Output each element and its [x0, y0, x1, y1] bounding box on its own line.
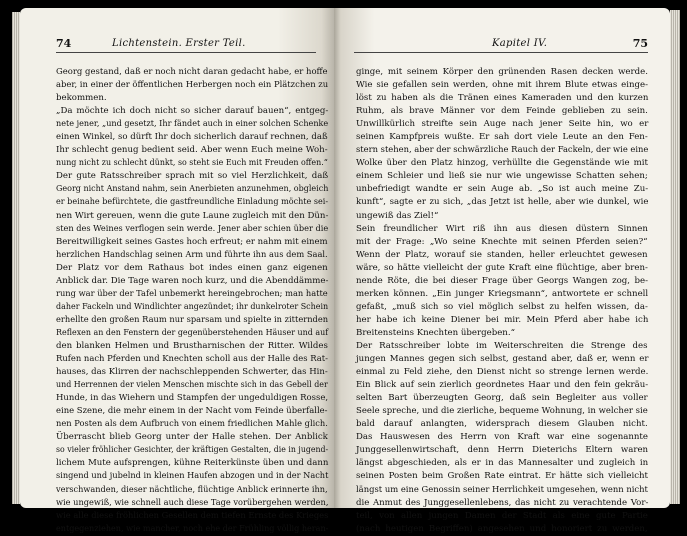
text-line: Der Ratsschreiber lobte im Weiterschreiten die Strenge des	[356, 340, 648, 351]
text-line: so vieler fröhlicher Gesichter, der kräftigen Gestalten, die in jugend-	[56, 445, 329, 456]
text-line: ungewiß das Ziel!“	[356, 210, 439, 221]
text-line: Hunde, in das Wiehern und Stampfen der ungeduldigen Rosse,	[56, 393, 329, 404]
text-line: daher Fackeln und Windlichter angezündet; ihr dunkelroter Schein	[56, 301, 329, 312]
text-line: seinen Kampfpreis wußte. Er sah dort viele Leute an den Fen-	[356, 132, 648, 143]
text-line: jungen Mannes gegen sich selbst, gestand aber, daß er, wenn er	[356, 354, 649, 365]
text-line: Der Platz vor dem Rathaus bot indes einen ganz eigenen	[56, 262, 328, 273]
text-line: die Anmut des Junggesellenlebens, das nicht zu verachtende Vor-	[356, 497, 649, 508]
right-page-header	[354, 36, 648, 53]
text-line: den blanken Helmen und Brustharnischen der Ritter. Wildes	[56, 340, 328, 351]
text-line: teil, von allen jungen Damen der Stadt als eine gute Partie	[356, 510, 648, 521]
right-page-edge	[670, 10, 680, 504]
text-line: und Herrennen der vielen Menschen mischte sich in das Gebell der	[56, 380, 328, 391]
text-line: merken können. „Ein junger Kriegsmann“, antwortete er schnell	[356, 288, 649, 299]
text-line: Bereitwilligkeit seines Gastes hoch erfreut; er nahm mit einem	[56, 236, 328, 247]
text-line: (nach heutigen Begriffen) angesehen und honoriert zu werden,	[356, 523, 648, 534]
text-line: mit der Frage: „Wo seine Knechte mit seinen Pferden seien?“	[356, 236, 648, 247]
text-line: Sein freundlicher Wirt riß ihn aus diesen düstern Sinnen	[356, 223, 648, 234]
right-page-number: 75	[632, 37, 648, 50]
text-line: singend und jubelnd in kleinen Haufen abzogen und in der Nacht	[56, 471, 329, 482]
text-line: Anblick dar. Die Tage waren noch kurz, und die Abenddämme-	[56, 275, 329, 286]
text-line: Junggesellenwirtschaft, denn Herrn Dieterichs Eltern waren	[356, 445, 649, 456]
text-line: entgegenziehen, wie mancher, noch ehe der Frühling völlig heran-	[56, 523, 329, 534]
text-line: her habe ich keine Diener bei mir. Mein Pferd aber habe ich	[356, 314, 649, 325]
text-line: nende Röte, die bei dieser Frage über Georgs Wangen zog, be-	[356, 275, 649, 286]
text-line: ginge, mit seinem Körper den grünenden Rasen decken werde.	[356, 67, 648, 77]
text-line: Georg gestand, daß er noch nicht daran gedacht habe, er hoffe	[56, 67, 328, 77]
text-line: bekommen.	[56, 93, 107, 104]
text-line: Das Hauswesen des Herrn von Kraft war eine sogenannte	[356, 432, 648, 443]
text-line: gefaßt, „muß sich so viel möglich selbst zu helfen wissen, da-	[356, 301, 648, 312]
text-line: bald darauf anlangten, widersprach diesem Glauben nicht.	[356, 419, 648, 430]
text-line: sten des Weines verflogen sein werde. Jener aber schien über die	[56, 223, 329, 234]
text-line: Ihr schlecht genug bedient seid. Aber wenn Euch meine Woh-	[56, 145, 328, 156]
text-line: rung war über der Tafel unbemerkt hereingebrochen; man hatte	[56, 288, 328, 299]
text-line: unbefriedigt wandte er sein Auge ab. „So ist auch meine Zu-	[356, 184, 649, 195]
text-line: aber, in einer der öffentlichen Herbergen noch ein Plätzchen zu	[56, 80, 329, 91]
text-line: Wenn der Platz, worauf sie standen, heller erleuchtet gewesen	[356, 249, 648, 260]
text-line: einem Schleier und ließ sie nur wie ungewisse Schatten sehen;	[356, 171, 648, 182]
text-line: kunft“, sagte er zu sich, „das Jetzt ist helle, aber wie dunkel, wie	[356, 197, 649, 208]
text-line: „Da möchte ich doch nicht so sicher darauf bauen“, entgeg-	[56, 106, 329, 117]
text-line: selten Bart überzeugten Georg, daß sein Begleiter aus voller	[356, 393, 648, 404]
left-page-number: 74	[56, 37, 72, 50]
text-line: er beinahe befürchtete, die gastfreundliche Einladung möchte sei-	[56, 197, 329, 208]
text-line: nen Posten als dem Aufbruch von einem friedlichen Mahle glich.	[56, 419, 328, 430]
left-running-title: Lichtenstein. Erster Teil.	[112, 38, 246, 49]
text-line: Wolke über den Platz hinzog, verhüllte die Gegenstände wie mit	[356, 158, 649, 169]
text-line: seinen Posten beim Großen Rate eintrat. Er hätte sich vielleicht	[356, 471, 648, 482]
text-line: lichem Mute aufsprengen, kühne Reiterkünste üben und dann	[56, 458, 329, 469]
text-line: wäre, so hätte vielleicht der gute Kraft eine flüchtige, aber bren-	[356, 262, 648, 273]
text-line: Breitensteins Knechten übergeben.“	[356, 327, 515, 338]
text-line: herzlichen Handschlag seinen Arm und führte ihn aus dem Saal.	[56, 249, 328, 260]
text-line: eine Szene, die mehr einem in der Nacht vom Feinde überfalle-	[56, 406, 328, 417]
text-line: nen Wirt gereuen, wenn die gute Laune zugleich mit den Dün-	[56, 210, 329, 221]
text-line: Ruhm, als brave Männer vor dem Feinde geblieben zu sein.	[356, 106, 648, 117]
text-line: Wie sie gefallen sein werden, ohne mit ihrem Blute etwas einge-	[356, 80, 649, 91]
text-line: löst zu haben als die Tränen eines Kameraden und den kurzen	[356, 93, 649, 104]
left-page-edge	[12, 12, 20, 504]
left-page-header	[56, 36, 316, 53]
left-page-body	[56, 66, 328, 536]
text-line: erhellte den großen Raum nur sparsam und spielte in zitternden	[56, 314, 329, 325]
text-line: Überrascht blieb Georg unter der Halle stehen. Der Anblick	[56, 432, 328, 443]
text-line: Seele spreche, und die zierliche, bequeme Wohnung, in welcher sie	[356, 406, 648, 417]
text-line: Georg nicht Anstand nahm, sein Anerbieten anzunehmen, obgleich	[56, 184, 329, 195]
right-page-body	[356, 66, 648, 536]
right-running-title: Kapitel IV.	[492, 38, 548, 49]
text-line: Der gute Ratsschreiber sprach mit so viel Herzlichkeit, daß	[56, 171, 329, 182]
text-line: nung nicht zu schlecht dünkt, so steht sie Euch mit Freuden offen.“	[56, 158, 328, 169]
text-line: Reflexen an den Fenstern der gegenüberstehenden Häuser und auf	[56, 327, 329, 338]
text-line: verschwanden, dieser nächtliche, flüchtige Anblick erinnerte ihn,	[56, 484, 328, 495]
text-line: wie ungewiß, wie schnell auch diese Tage vorübergehen werden,	[56, 497, 329, 508]
text-line: längst abgeschieden, als er in das Mannesalter und zugleich in	[356, 458, 649, 469]
text-line: wie alle diese fröhlichen Gesellen dem tiefen Ernste des Krieges	[56, 510, 329, 521]
text-line: längst um eine Genossin seiner Herrlichkeit umgesehen, wenn nicht	[356, 484, 648, 495]
left-page	[20, 8, 334, 534]
text-line: Rufen nach Pferden und Knechten scholl aus der Halle des Rat-	[56, 354, 328, 365]
text-line: Ein Blick auf sein zierlich geordnetes Haar und den fein gekräu-	[356, 380, 649, 391]
text-line: nete jener, „und gesetzt, Ihr fändet auch in einer solchen Schenke	[56, 119, 329, 130]
text-line: einmal zu Feld ziehe, den Dienst nicht so strenge lernen werde.	[356, 367, 649, 378]
text-line: hauses, das Klirren der nachschleppenden Schwerter, das Hin-	[56, 367, 328, 378]
text-line: stern stehen, aber der schwärzliche Rauch der Fackeln, der wie eine	[356, 145, 649, 156]
right-page	[334, 8, 670, 534]
text-line: einen Winkel, so dürft Ihr doch sicherlich darauf rechnen, daß	[56, 132, 328, 143]
text-line: Unwillkürlich streifte sein Auge nach jener Seite hin, wo er	[356, 119, 649, 130]
